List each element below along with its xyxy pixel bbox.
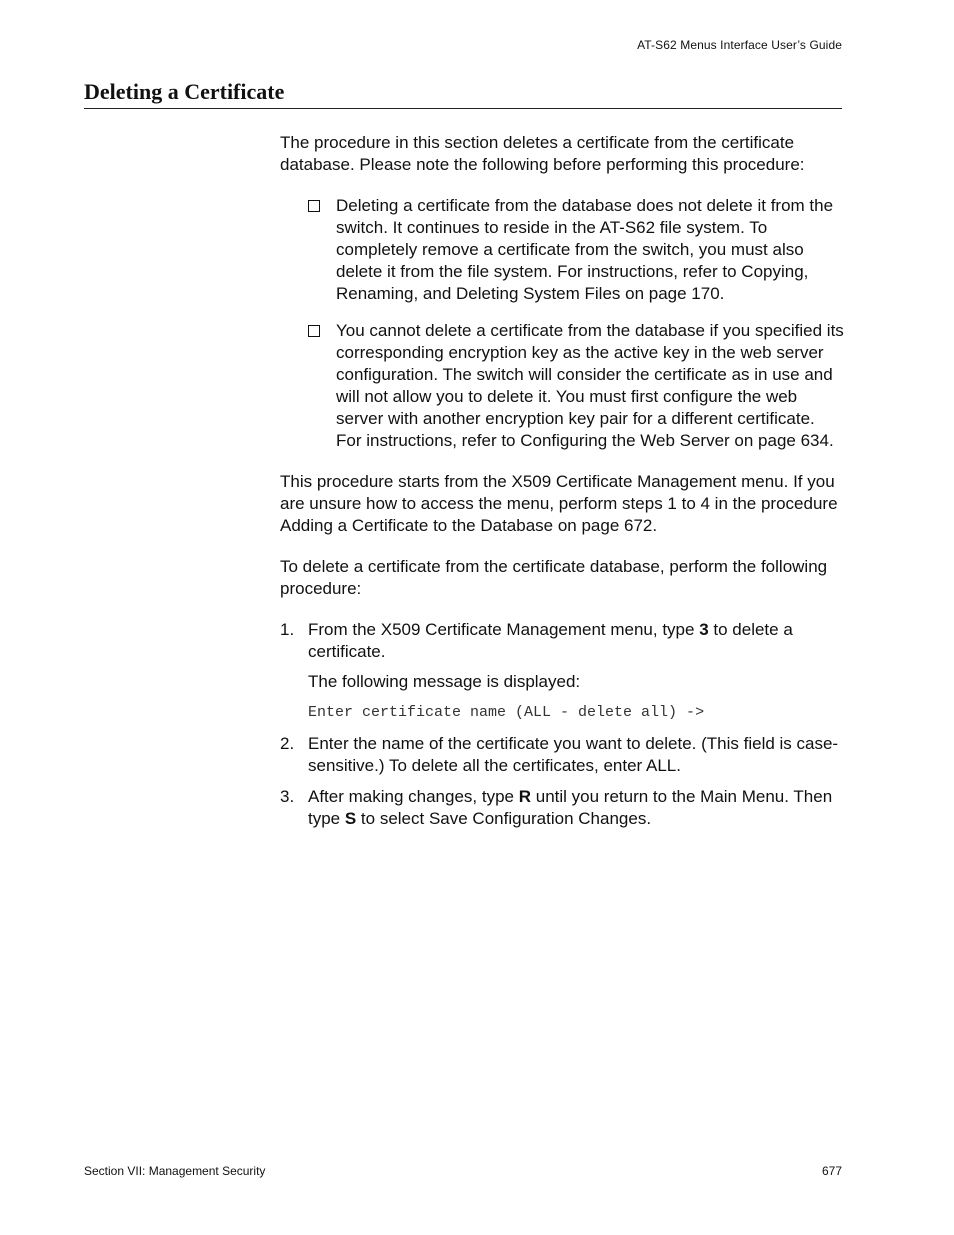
note-list bbox=[280, 195, 844, 452]
footer-section: Section VII: Management Security bbox=[84, 1164, 266, 1178]
checkbox-bullet-icon bbox=[308, 200, 320, 212]
step-code-prompt: Enter certificate name (ALL - delete all) -> bbox=[308, 704, 705, 721]
procedure-step bbox=[280, 619, 844, 724]
step-text: Enter the name of the certificate you want to delete. (This field is case-sensitive.) To delete all the certificates, enter ALL. bbox=[308, 734, 839, 775]
note-text: You cannot delete a certificate from the database if you specified its corresponding encryption key as the active key in the web server configuration. The switch will consider the certificate as in use and will not allow you to delete it. You must first configure the web server with another encryption key pair for a different certificate. For instructions, refer to Configuring the Web Server on page 634. bbox=[336, 321, 844, 450]
step-number: 1. bbox=[280, 620, 295, 639]
step-text bbox=[308, 786, 844, 830]
page-number: 677 bbox=[821, 1164, 842, 1178]
procedure-steps bbox=[280, 619, 844, 830]
step-subtext: The following message is displayed: bbox=[308, 672, 581, 691]
step-text-part: After making changes, type bbox=[308, 787, 519, 806]
step-key: R bbox=[518, 787, 532, 806]
procedure-intro-paragraph: To delete a certificate from the certificate database, perform the following procedure: bbox=[280, 557, 828, 598]
start-paragraph: This procedure starts from the X509 Certificate Management menu. If you are unsure how to access the menu, perform steps 1 to 4 in the procedure Adding a Certificate to the Database on page 672. bbox=[280, 472, 838, 535]
procedure-step bbox=[280, 786, 844, 830]
step-key: 3 bbox=[699, 620, 709, 639]
step-text bbox=[308, 619, 844, 663]
step-text-part: to delete a certificate. bbox=[308, 620, 793, 661]
step-text-part: From the X509 Certificate Management menu, type bbox=[308, 620, 700, 639]
running-header: AT-S62 Menus Interface User’s Guide bbox=[637, 38, 842, 52]
section-title: Deleting a Certificate bbox=[84, 78, 842, 109]
step-text-part: to select Save Configuration Changes. bbox=[356, 809, 652, 828]
procedure-step bbox=[280, 733, 844, 777]
body-column bbox=[280, 132, 844, 839]
note-item bbox=[280, 195, 844, 305]
checkbox-bullet-icon bbox=[308, 325, 320, 337]
step-text-part: until you return to the Main Menu. Then type bbox=[308, 787, 833, 828]
intro-paragraph: The procedure in this section deletes a certificate from the certificate database. Please note the following before performing this procedure: bbox=[280, 133, 805, 174]
step-number: 2. bbox=[280, 734, 295, 753]
note-item bbox=[280, 320, 844, 452]
step-number: 3. bbox=[280, 787, 295, 806]
step-key: S bbox=[344, 809, 357, 828]
note-text: Deleting a certificate from the database does not delete it from the switch. It continues to reside in the AT-S62 file system. To completely remove a certificate from the switch, you must also delete it from the file system. For instructions, refer to Copying, Renaming, and Deleting System Files on page 170. bbox=[336, 196, 834, 303]
